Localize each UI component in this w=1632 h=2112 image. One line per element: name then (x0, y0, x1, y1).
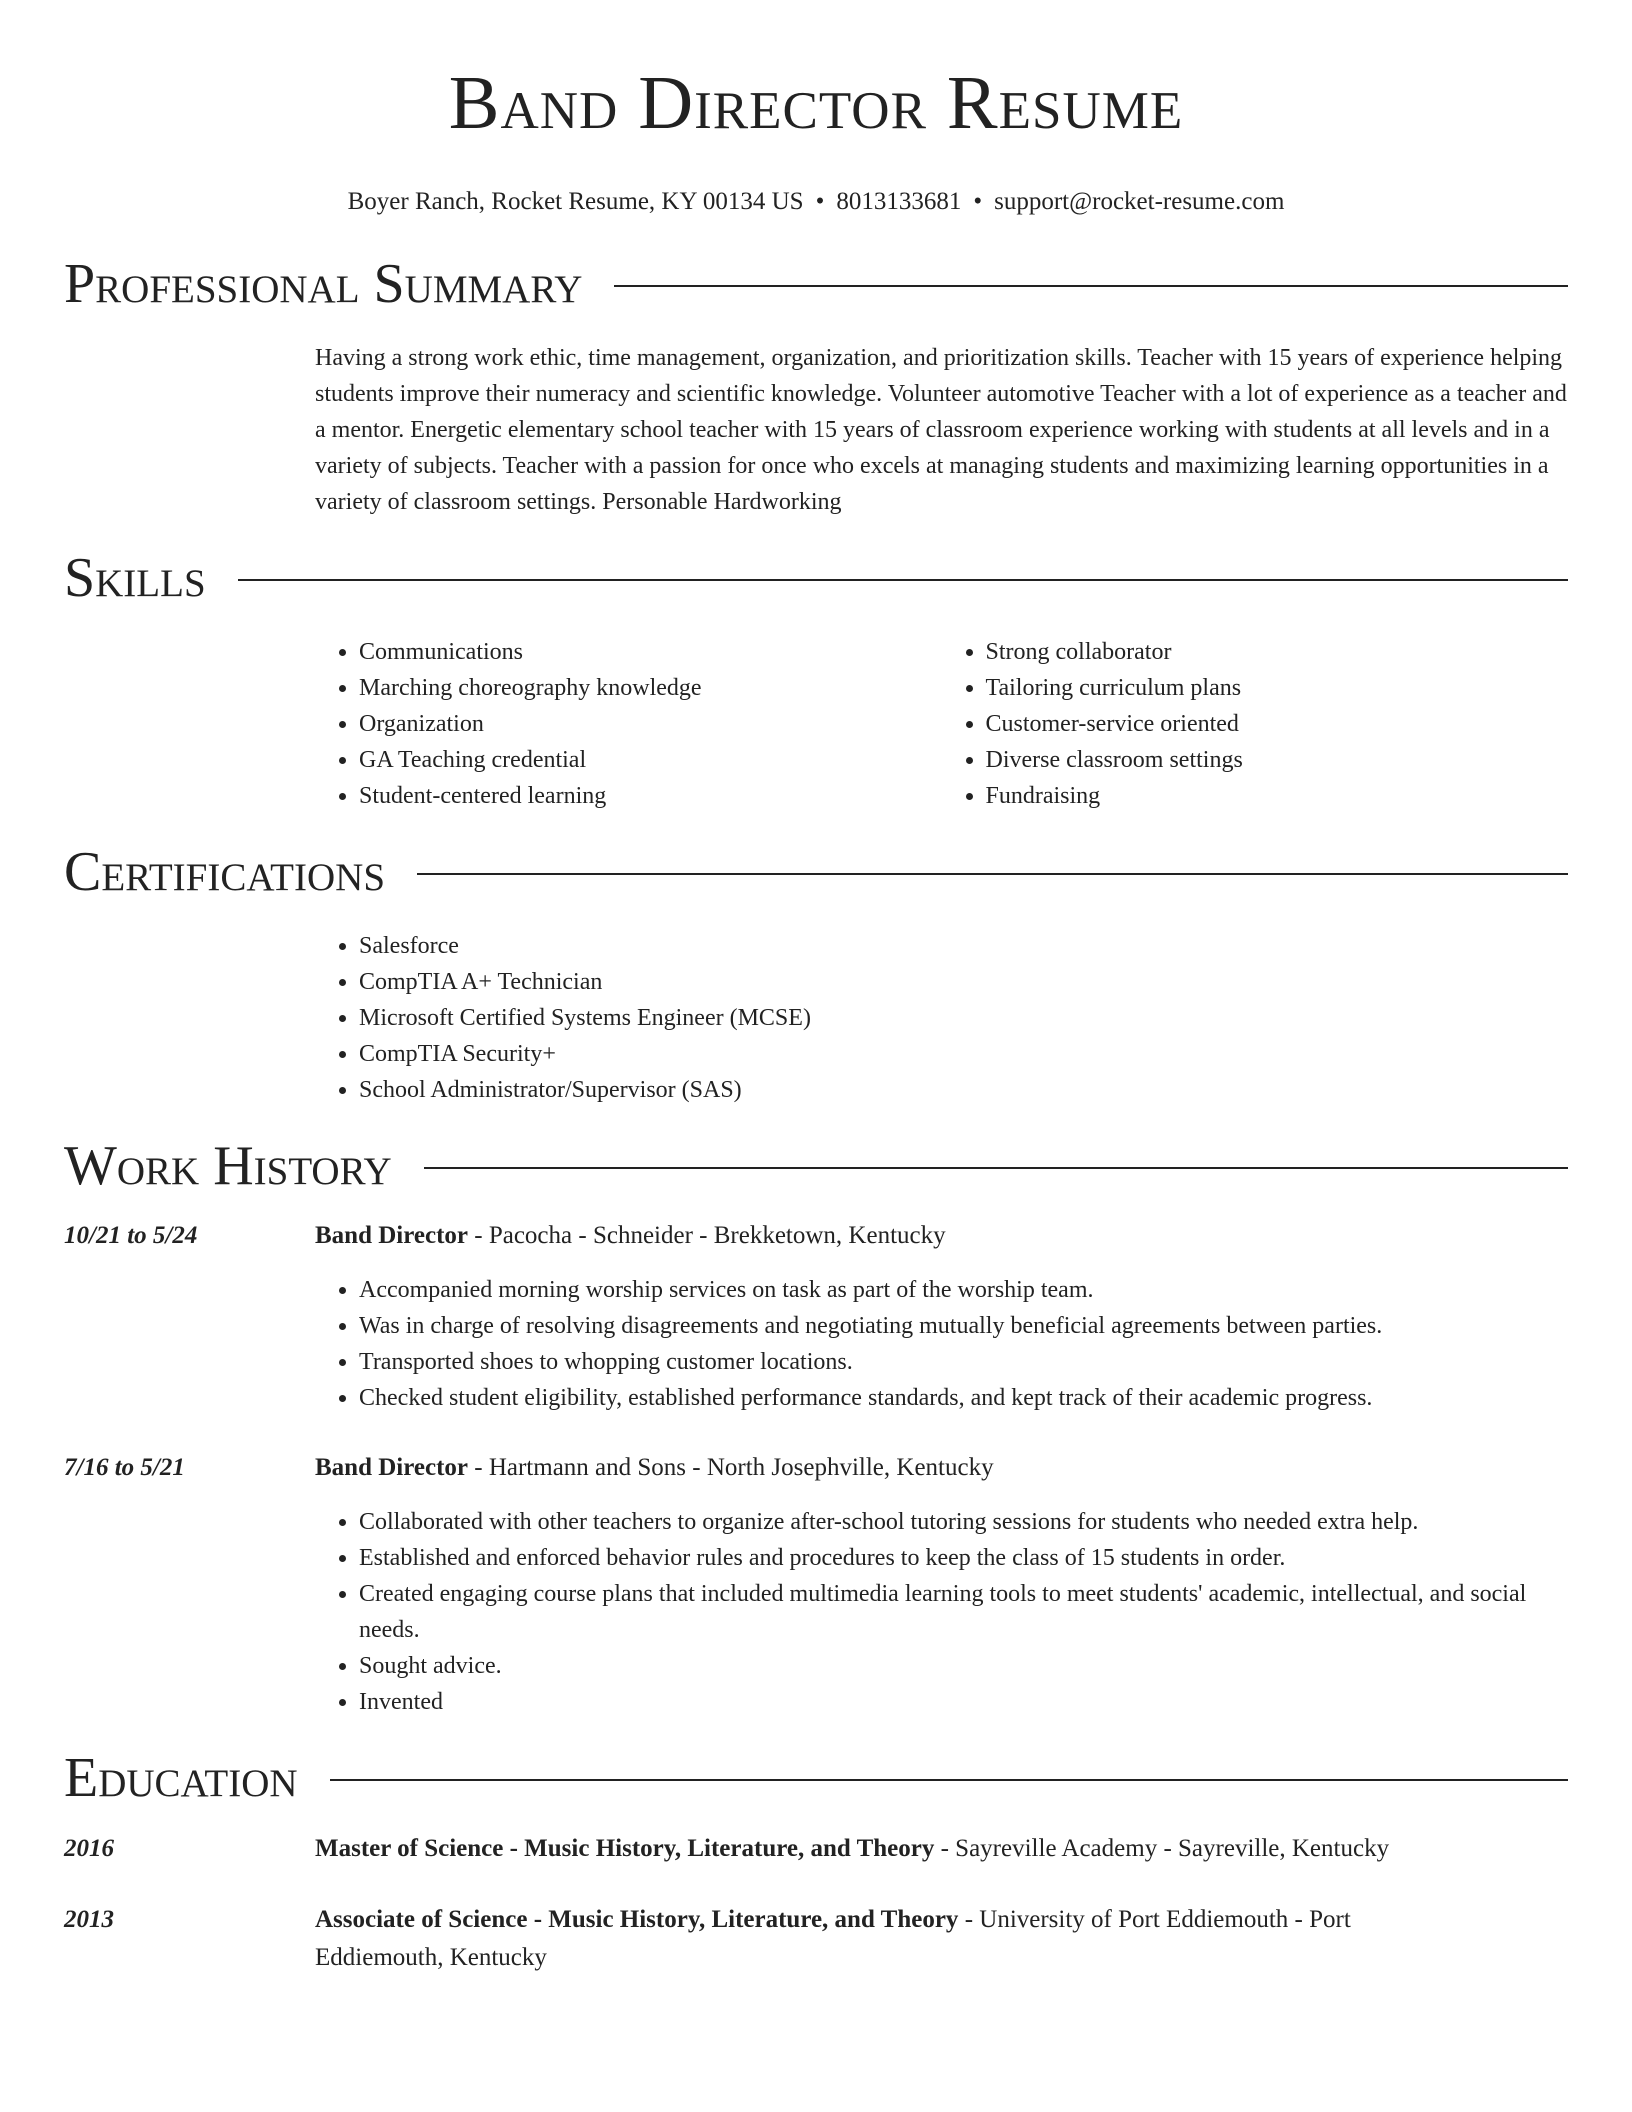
work-heading: Work History (64, 1135, 392, 1197)
skills-heading: Skills (64, 547, 206, 609)
education-year: 2013 (64, 1906, 114, 1933)
list-item: • Salesforce (359, 928, 1568, 964)
list-item: • Microsoft Certified Systems Engineer (MCSE) (359, 1000, 1568, 1036)
section-divider (614, 285, 1568, 287)
list-item: • CompTIA A+ Technician (359, 964, 1568, 1000)
list-item: • Created engaging course plans that included multimedia learning tools to meet students' academic, intellectual, and social needs. (359, 1576, 1568, 1648)
list-item: • Checked student eligibility, established performance standards, and kept track of their academic progress. (359, 1380, 1568, 1416)
job-dates: 7/16 to 5/21 (64, 1454, 185, 1481)
skills-section-header (64, 546, 1568, 610)
resume-title: Band Director Resume (448, 61, 1184, 145)
skills-list-left (315, 634, 942, 814)
summary-text: Having a strong work ethic, time management, organization, and prioritization skills. Teacher with 15 years of experience helping students improve their numeracy and scientific knowledge. Volunteer automotive Teacher with a lot of experience as a teacher and a mentor. Energetic elementary school teacher with 15 years of classroom experience working with students at all levels and in a variety of subjects. Teacher with a passion for once who excels at managing students and maximizing learning opportunities in a variety of classroom settings. Personable Hardworking (315, 345, 1567, 515)
list-item: • Sought advice. (359, 1648, 1568, 1684)
section-divider (238, 579, 1568, 581)
education-year: 2016 (64, 1835, 114, 1862)
contact-separator: • (973, 188, 983, 215)
list-item: • Diverse classroom settings (986, 742, 1569, 778)
list-item: • Was in charge of resolving disagreements and negotiating mutually beneficial agreements between parties. (359, 1308, 1568, 1344)
list-item: • School Administrator/Supervisor (SAS) (359, 1072, 1568, 1108)
education-degree: Associate of Science - Music History, Literature, and Theory (315, 1906, 959, 1933)
list-item: • CompTIA Security+ (359, 1036, 1568, 1072)
job-entry (64, 1450, 1568, 1720)
skills-list-right (942, 634, 1569, 814)
summary-section-header (64, 252, 1568, 316)
list-item: • Customer-service oriented (986, 706, 1569, 742)
contact-email[interactable]: support@rocket-resume.com (994, 188, 1285, 215)
job-bullets (315, 1504, 1568, 1720)
education-degree: Master of Science - Music History, Literature, and Theory (315, 1835, 935, 1862)
section-divider (424, 1167, 1568, 1169)
list-item: • Transported shoes to whopping customer locations. (359, 1344, 1568, 1380)
job-heading (315, 1450, 1568, 1486)
list-item: • Organization (359, 706, 942, 742)
job-title: Band Director (315, 1454, 468, 1481)
certifications-section-header (64, 840, 1568, 904)
skills-grid (315, 634, 1568, 814)
job-heading (315, 1218, 1568, 1254)
list-item: • Tailoring curriculum plans (986, 670, 1569, 706)
education-entry (64, 1830, 1568, 1868)
contact-separator: • (815, 188, 825, 215)
job-dates: 10/21 to 5/24 (64, 1222, 198, 1249)
list-item: • GA Teaching credential (359, 742, 942, 778)
education-details: - University of Port Eddiemouth - Port Eddiemouth, Kentucky (315, 1906, 1351, 1971)
list-item: • Communications (359, 634, 942, 670)
list-item: • Invented (359, 1684, 1568, 1720)
education-heading: Education (64, 1747, 298, 1809)
job-entry (64, 1218, 1568, 1416)
list-item: • Established and enforced behavior rules and procedures to keep the class of 15 students in order. (359, 1540, 1568, 1576)
contact-phone[interactable]: 8013133681 (836, 188, 962, 215)
certifications-list (315, 928, 1568, 1108)
job-details: - Hartmann and Sons - North Josephville, Kentucky (468, 1454, 994, 1481)
education-section-header (64, 1746, 1568, 1810)
section-divider (417, 873, 1568, 875)
job-title: Band Director (315, 1222, 468, 1249)
education-body (315, 1901, 1568, 1977)
contact-line (64, 186, 1568, 218)
education-details: - Sayreville Academy - Sayreville, Kentucky (934, 1835, 1390, 1862)
section-divider (330, 1779, 1568, 1781)
job-bullets (315, 1272, 1568, 1416)
certifications-heading: Certifications (64, 841, 386, 903)
list-item: • Strong collaborator (986, 634, 1569, 670)
list-item: • Fundraising (986, 778, 1569, 814)
education-entry (64, 1901, 1568, 1977)
summary-heading: Professional Summary (64, 253, 583, 315)
list-item: • Collaborated with other teachers to organize after-school tutoring sessions for students who needed extra help. (359, 1504, 1568, 1540)
job-details: - Pacocha - Schneider - Brekketown, Kentucky (468, 1222, 946, 1249)
education-body (315, 1830, 1568, 1868)
list-item: • Marching choreography knowledge (359, 670, 942, 706)
list-item: • Accompanied morning worship services on task as part of the worship team. (359, 1272, 1568, 1308)
list-item: • Student-centered learning (359, 778, 942, 814)
work-section-header (64, 1134, 1568, 1198)
contact-address: Boyer Ranch, Rocket Resume, KY 00134 US (347, 188, 804, 215)
